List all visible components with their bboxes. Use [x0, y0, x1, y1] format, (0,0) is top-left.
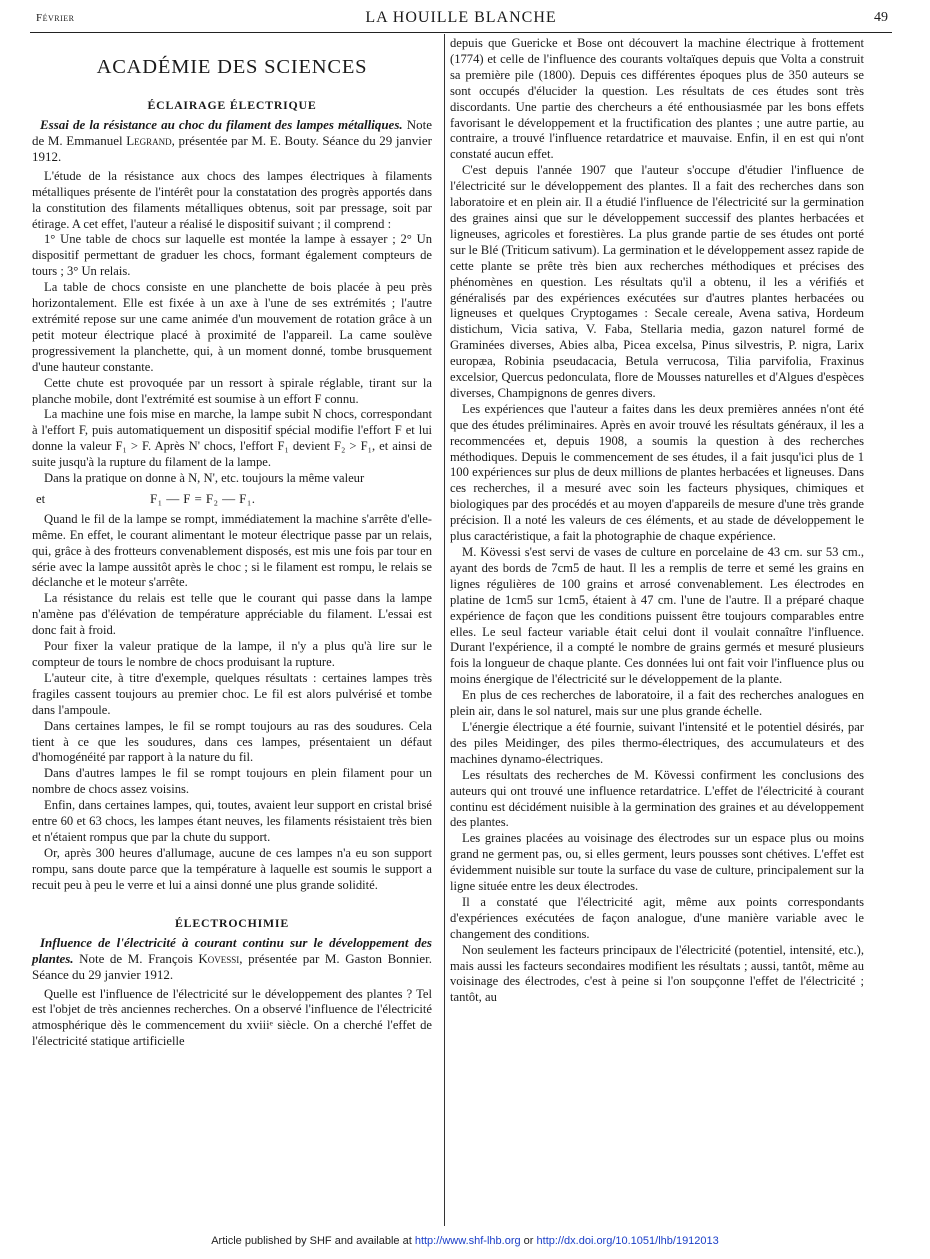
article2-heading: [32, 935, 432, 983]
article2-continuation: depuis que Guericke et Bose ont découvert la machine électrique à frottement (1774) et celle de l'influence des courants voltaïques depuis que Volta a construit sa première pile (1800). Depuis ces différentes époques plus de 350 auteurs se sont occupés d'élucider la question. Les résultats de ces études sont très discordants. Une partie des chercheurs a été enthousiasmée par les bons effets favorisant le développement et la fructification des plantes ; une autre partie, au contraire, a trouvé l'influence retardatrice et mauvaise. Enfin, il en est qui n'ont constaté aucun effet.: [450, 36, 864, 162]
paragraph: 1° Une table de chocs sur laquelle est montée la lampe à essayer ; 2° Un dispositif permettant de graduer les chocs, formant également compteurs de tours ; 3° Un relais.: [32, 232, 432, 279]
paragraph: Dans certaines lampes, le fil se rompt toujours au ras des soudures. Cela tient à ce que les soudures, dans ces lampes, présentaient un défaut d'homogénéité par rapport à la nature du fil.: [32, 718, 432, 765]
article1-title: Essai de la résistance au choc du filament des lampes métalliques.: [40, 116, 403, 132]
paragraph: L'étude de la résistance aux chocs des lampes électriques à filaments métalliques présente de l'intérêt pour la constatation des progrès apportés dans la constitution des filaments métalliques obtenus, soit par pressage, soit par étirage. A cet effet, l'auteur a réalisé le dispositif suivant ; il comprend :: [32, 168, 432, 231]
section-title: ACADÉMIE DES SCIENCES: [96, 56, 368, 78]
paragraph: Les résultats des recherches de M. Kövessi confirment les conclusions des auteurs qui ont trouvé une influence retardatrice. L'effet de l'électricité à courant continu est décidément nuisible à la germination des graines et au développement des plantes.: [450, 767, 864, 830]
article2-title: Influence de l'électricité à courant continu sur le développement des plantes.: [32, 934, 432, 966]
paragraph: Les graines placées au voisinage des électrodes sur un espace plus ou moins grand ne germent pas, ou, si elles germent, leurs pousses sont chétives. L'effet est évidemment nuisible sur toute la surface du vase de culture, principalement sur la ligne située entre les deux électrodes.: [450, 831, 864, 894]
paragraph: C'est depuis l'année 1907 que l'auteur s'occupe d'étudier l'influence de l'électricité sur le développement des plantes. Il a fait des recherches dans son laboratoire et en plein air. Il a étudié l'influence de l'électricité sur la germination des graines ainsi que sur le développement successif des plantes herbacées et ligneuses, agricoles et forestières. La plus grande partie de ses études ont porté sur le Blé (Triticum sativum). La germination et le développement assez rapide de cette plante se prête très bien aux recherches méthodiques et précises des phénomènes en question. Les résultats qu'il a obtenu, il les a vérifiés et généralisés par des expériences exécutées sur d'autres plantes herbacées ou ligneuses et quelques Cryptogames : Secale cereale, Avena sativa, Hordeum distichum, Vicia sativa, V. Faba, Stellaria media, gazon naturel formé de Graminées diverses, Abies alba, Picea excelsa, Pinus silvestris, P. nigra, Larix europæa, Robinia pseudacacia, Betula verrucosa, Tilia parvifolia, Fraxinus excelsior, Quercus pedonculata, flore de Mousses naturelles et d'Algues d'espèces diverses, Champignons de genres divers.: [450, 163, 864, 400]
article2-body-right: [450, 163, 864, 1006]
article2-author: Kovessi: [198, 950, 240, 966]
paragraph: La table de chocs consiste en une planchette de bois placée à peu près horizontalement. Elle est fixée à un axe à l'une de ses extrémités ; l'autre extrémité repose sur une came animée d'un mouvement de rotation grâce à un petit moteur électrique placé à proximité de l'appareil. La came soulève progressivement la planchette, qui, à un moment donné, tombe brusquement d'une hauteur constante.: [32, 280, 432, 374]
article1-rubric: ÉCLAIRAGE ÉLECTRIQUE: [147, 97, 317, 112]
article1-note-after: , présentée par M. E. Bouty. Séance du 29 janvier 1912.: [32, 132, 432, 164]
paragraph: Dans d'autres lampes le fil se rompt toujours en plein filament pour un nombre de chocs assez voisins.: [32, 766, 432, 797]
equation-prefix: et: [36, 491, 46, 506]
paragraph: Pour fixer la valeur pratique de la lampe, il n'y a plus qu'à lire sur le compteur de tours le nombre de chocs produisant la rupture.: [32, 639, 432, 669]
article1-heading: [32, 117, 432, 165]
article2-body-left: [32, 987, 432, 1051]
paragraph: Quelle est l'influence de l'électricité sur le développement des plantes ? Tel est l'objet de très anciennes recherches. On a observé l'influence de l'électricité atmosphérique dès le commencement du xviiiᵉ siècle. On a cherché l'effet de l'électricité statique artificielle: [32, 986, 432, 1049]
paragraph: Il a constaté que l'électricité agit, même aux points correspondants d'expériences exécutées de façon analogue, d'une manière variable avec le changement des conditions.: [450, 894, 864, 941]
left-column: [32, 36, 432, 1050]
paragraph: La résistance du relais est telle que le courant qui passe dans la lampe n'amène pas d'élévation de température appréciable du filament. L'essai est donc fait à froid.: [32, 591, 432, 638]
paragraph: Enfin, dans certaines lampes, qui, toutes, avaient leur support en cristal brisé entre 60 et 63 chocs, les lampes étant neuves, les filaments résistaient très bien et n'étaient rompus que par la chute du support.: [32, 798, 432, 844]
article2-rubric: ÉLECTROCHIMIE: [175, 915, 289, 930]
journal-title: LA HOUILLE BLANCHE: [365, 9, 557, 26]
article2-note-before: Note de M. François: [73, 950, 199, 966]
paragraph: Dans la pratique on donne à N, N', etc. toujours la même valeur: [44, 471, 365, 486]
article1-note-before: Note de M. Emmanuel: [32, 116, 432, 148]
footer-link-doi[interactable]: http://dx.doi.org/10.1051/lhb/1912013: [536, 1235, 719, 1247]
article1-body-continued: [32, 512, 432, 894]
right-column: [450, 36, 864, 1006]
equation-row: [32, 491, 432, 508]
footer-text: Article published by SHF and available at: [211, 1235, 415, 1247]
paragraph: Non seulement les facteurs principaux de l'électricité (potentiel, intensité, etc.), mais aussi les facteurs secondaires modifient les résultats ; aussi, tantôt, même au voisinage des électrodes, c'est à peine si l'on soupçonne l'effet de l'électricité ; tantôt, au: [450, 942, 864, 1005]
paragraph: M. Kövessi s'est servi de vases de culture en porcelaine de 43 cm. sur 53 cm., ayant des bords de 7cm5 de haut. Il les a remplis de terre et semé les grains en lignes régulières de 100 grains et arrosé convenablement. Les électrodes en platine de 1cm5 sur 1cm5, étaient à 47 cm. l'une de l'autre. Il a préparé chaque expérience de façon que les conditions puissent être toujours comparables entre elles. Le seul facteur variable était celui dont il voulait connaître l'influence. Durant l'expérience, il a compté le nombre de grains germés et mesuré plusieurs fois la longueur de chaque plante. Ces données lui ont fait voir l'influence plus ou moins énergique de l'électricité sur le développement de la plante.: [450, 545, 864, 687]
paragraph: En plus de ces recherches de laboratoire, il a fait des recherches analogues en plein air, dans le sol naturel, mais sur une plus grande échelle.: [450, 688, 864, 719]
column-divider: [444, 34, 445, 1226]
footer-text-or: or: [520, 1235, 537, 1247]
running-head-month: Février: [36, 12, 75, 24]
paragraph: Les expériences que l'auteur a faites dans les deux premières années n'ont été que des études préliminaires. Après en avoir trouvé les résultats généraux, il les a recommencées et, depuis 1908, a soumis la question à des recherches méthodiques. Depuis le commencement de ses études, il a fait jusqu'ici plus de 1 100 expériences sur plus de deux millions de plantes herbacées et ligneuses. Dans ces recherches, il a mesuré avec soin les facteurs physiques, chimiques et biologiques par des procédés et au moyen d'appareils de mesure d'une très grande précision. Il a noté les valeurs de ces éléments, et au stade de développement le plus caractéristique, a fait la photographie de chaque expérience.: [450, 401, 864, 544]
header-rule: [30, 32, 892, 33]
paragraph: La machine une fois mise en marche, la lampe subit N chocs, correspondant à l'effort F, puis automatiquement un dispositif spécial modifie l'effort F et lui donne la valeur F₁ > F. Après N' chocs, l'effort F₁ devient F₂ > F₁, et ainsi de suite jusqu'à la rupture du filament de la lampe.: [32, 407, 432, 470]
paragraph: Quand le fil de la lampe se rompt, immédiatement la machine s'arrête d'elle-même. En effet, le courant alimentant le moteur électrique passe par un relais, qui, grâce à des frotteurs convenablement disposés, est mis une fois par tour en série avec la lampe aussitôt après le choc ; si le filament est rompu, le relais se déclanche et le moteur s'arrête.: [32, 511, 432, 590]
footer-link-shf[interactable]: http://www.shf-lhb.org: [414, 1235, 521, 1247]
article1-author: Legrand: [126, 132, 172, 148]
article1-body: [32, 169, 432, 487]
paragraph: Or, après 300 heures d'allumage, aucune de ces lampes n'a eu son support rompu, sans doute parce que la température à laquelle est soumis le support a recuit peu à peu le verre et lui a ainsi donné une plus grande solidité.: [32, 845, 432, 892]
article2-note-after: , présentée par M. Gaston Bonnier. Séance du 29 janvier 1912.: [32, 950, 432, 982]
paragraph: L'énergie électrique a été fournie, suivant l'intensité et le potentiel désirés, par des piles Meidinger, des piles thermo-électriques, des accumulateurs et des machines dynamo-électriques.: [450, 719, 864, 766]
page-number: 49: [874, 10, 888, 25]
footer: [0, 1235, 930, 1247]
paragraph: Cette chute est provoquée par un ressort à spirale réglable, tirant sur la planche mobile, dont l'extrémité est soumise à un effort F connu.: [32, 375, 432, 406]
equation: F₁ — F = F₂ — F₁.: [150, 490, 256, 506]
running-head: [30, 8, 892, 30]
paragraph: L'auteur cite, à titre d'exemple, quelques résultats : certaines lampes très fragiles cassent toujours au premier choc. Le fil est alors pulvérisé et tombe dans l'ampoule.: [32, 670, 432, 717]
